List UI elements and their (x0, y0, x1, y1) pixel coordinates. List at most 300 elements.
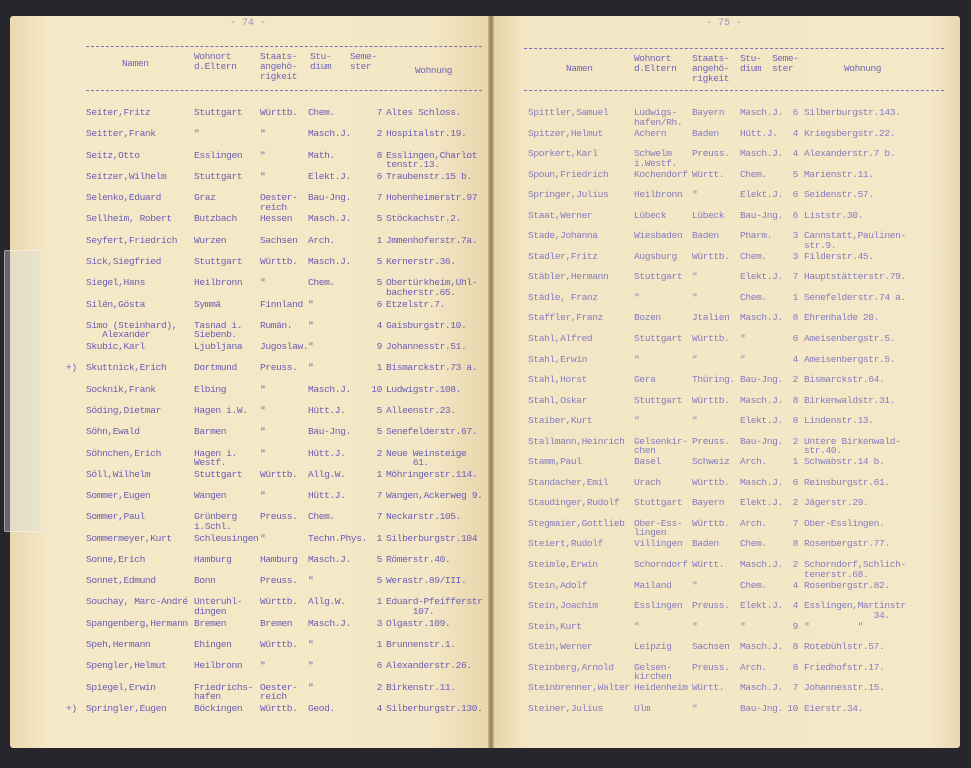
cell-staatsangehoerigkeit: Württb. (692, 394, 730, 406)
header-namen: Namen (122, 58, 149, 69)
cell-name: Seitz,Otto (86, 149, 140, 161)
cell-semester: 2 (376, 128, 382, 140)
table-row (10, 555, 488, 571)
cell-wohnung: Brunnenstr.1. (386, 639, 456, 651)
cell-semester: 8 (376, 149, 382, 161)
cell-wohnort: Gelsen- kirchen (634, 661, 672, 683)
cell-semester: 7 (792, 517, 798, 529)
cell-wohnort: Stuttgart (634, 271, 683, 283)
table-row (10, 576, 488, 592)
cell-studium: Allg.W. (308, 468, 346, 480)
cell-wohnort: Schleusingen (194, 532, 259, 544)
cell-wohnort: Wiesbaden (634, 230, 683, 242)
cell-wohnung: Eierstr.34. (804, 702, 863, 714)
cell-wohnung: Traubenstr.15 b. (386, 170, 472, 182)
cell-name: Silén,Gösta (86, 298, 145, 310)
cell-studium: Arch. (740, 517, 767, 529)
cell-name: Springer,Julius (528, 189, 609, 201)
cell-staatsangehoerigkeit: Bayern (692, 497, 725, 509)
table-row (494, 355, 960, 371)
cell-wohnort: Urach (634, 476, 661, 488)
cell-wohnort: Heilbronn (634, 189, 683, 201)
table-row (10, 342, 488, 358)
header-wohnort: Wohnort d.Eltern (634, 53, 677, 74)
cell-studium: Masch.J. (308, 213, 351, 225)
cell-name: Selenko,Eduard (86, 192, 162, 204)
cell-name: Sommer,Eugen (86, 490, 151, 502)
cell-semester: 7 (792, 682, 798, 694)
cell-wohnung: Friedhofstr.17. (804, 661, 885, 673)
cell-name: Spiegel,Erwin (86, 681, 156, 693)
cell-wohnung: Rotebühlstr.57. (804, 641, 885, 653)
cell-semester: 7 (376, 192, 382, 204)
cell-studium: Chem. (740, 168, 767, 180)
cell-wohnung: Esslingen,Martinstr 34. (804, 600, 906, 621)
cell-semester: 5 (376, 255, 382, 267)
cell-name: Stein,Werner (528, 641, 593, 653)
cell-semester: 2 (376, 447, 382, 459)
table-row (10, 470, 488, 486)
table-row (10, 363, 488, 379)
cell-wohnung: Birkenwaldstr.31. (804, 394, 896, 406)
cell-wohnort: Gera (634, 374, 656, 386)
cell-wohnort: Schorndorf (634, 559, 688, 571)
table-row (10, 300, 488, 316)
cell-staatsangehoerigkeit: " (692, 620, 698, 632)
cell-wohnung: Neckarstr.105. (386, 511, 462, 523)
cell-staatsangehoerigkeit: " (692, 271, 698, 283)
cell-staatsangehoerigkeit: " (692, 189, 698, 201)
cell-studium: Masch.J. (740, 559, 783, 571)
cell-semester: 5 (376, 277, 382, 289)
cell-staatsangehoerigkeit: " (692, 579, 698, 591)
cell-staatsangehoerigkeit: Bayern (692, 107, 725, 118)
cell-staatsangehoerigkeit: " (260, 383, 266, 395)
cell-wohnort: Hagen i.W. (194, 404, 248, 416)
cell-staatsangehoerigkeit: Württb. (260, 255, 298, 267)
cell-semester: 2 (792, 497, 798, 509)
cell-wohnung: Jägerstr.29. (804, 497, 869, 509)
cell-staatsangehoerigkeit: Jtalien (692, 312, 730, 324)
cell-studium: Elekt.J. (740, 497, 783, 509)
cell-wohnort: Lübeck (634, 209, 667, 221)
table-row (494, 334, 960, 350)
cell-studium: " (740, 333, 746, 345)
cell-wohnung: Senefelderstr.74 a. (804, 291, 906, 303)
cell-wohnort: Esslingen (194, 149, 243, 161)
cell-name: Stegmaier,Gottlieb (528, 517, 625, 529)
table-row (494, 313, 960, 329)
cell-studium: Masch.J. (740, 312, 783, 324)
table-row (10, 172, 488, 188)
header-wohnung: Wohnung (844, 63, 882, 74)
cell-studium: Geod. (308, 702, 335, 714)
cell-staatsangehoerigkeit: Hessen (260, 213, 293, 225)
table-row (10, 257, 488, 273)
cell-name: Steiert,Rudolf (528, 538, 604, 550)
cell-semester: 6 (376, 660, 382, 672)
cell-staatsangehoerigkeit: " (692, 353, 698, 365)
cell-name: Stein,Kurt (528, 620, 582, 632)
cell-wohnort: Achern (634, 127, 667, 139)
cell-wohnort: Gelsenkir- chen (634, 435, 688, 457)
cell-wohnung: Ludwigstr.108. (386, 383, 462, 395)
cell-name: Söhnchen,Erich (86, 447, 162, 459)
cell-name: Sporkert,Karl (528, 148, 598, 160)
cell-studium: " (308, 319, 314, 331)
cell-wohnort: Unteruhl- dingen (194, 596, 243, 617)
table-row (10, 596, 488, 617)
cell-name: Stallmann,Heinrich (528, 435, 625, 447)
cell-name: Springler,Eugen (86, 702, 167, 714)
cell-staatsangehoerigkeit: Württb. (692, 476, 730, 488)
cell-staatsangehoerigkeit: Preuss. (692, 600, 730, 612)
header-staats: Staats- angehö- rigkeit (260, 51, 298, 82)
cell-staatsangehoerigkeit: " (260, 149, 266, 161)
cell-name: Simo (Steinhard), Alexander (86, 319, 178, 341)
table-row (494, 435, 960, 457)
cell-studium: Chem. (740, 538, 767, 550)
cell-studium: Chem. (740, 291, 767, 303)
cell-semester: 8 (792, 394, 798, 406)
cell-studium: Bau-Jng. (740, 702, 783, 714)
cell-studium: Hütt.J. (308, 404, 346, 416)
cell-semester: 6 (376, 298, 382, 310)
cell-wohnung: Birkenstr.11. (386, 681, 456, 693)
cell-name: Seyfert,Friedrich (86, 234, 178, 246)
cell-wohnort: Symmä (194, 298, 221, 310)
right-page (494, 16, 960, 748)
cell-studium: Masch.J. (308, 128, 351, 140)
cell-wohnort: " (194, 128, 200, 140)
header-rule-top (524, 48, 944, 49)
cell-semester: 7 (376, 107, 382, 118)
cell-wohnung: Stöckachstr.2. (386, 213, 462, 225)
table-row (10, 534, 488, 550)
cell-studium: " (740, 353, 746, 365)
cell-name: Stahl,Alfred (528, 333, 593, 345)
table-row (494, 478, 960, 494)
cell-wohnung: Obertürkheim,Uhl- bacherstr.65. (386, 277, 478, 298)
table-row (494, 230, 960, 251)
table-row (494, 190, 960, 206)
cell-semester: 10 (787, 702, 798, 714)
cell-name: Spoun,Friedrich (528, 168, 609, 180)
cell-name: Söding,Dietmar (86, 404, 162, 416)
cell-studium: Elekt.J. (308, 170, 351, 182)
cell-studium: " (308, 660, 314, 672)
cell-studium: Chem. (740, 250, 767, 262)
table-row (10, 447, 488, 468)
header-semester: Seme- ster (350, 51, 377, 72)
cell-studium: Elekt.J. (740, 415, 783, 427)
table-row (10, 129, 488, 145)
header-staats: Staats- angehö- rigkeit (692, 53, 730, 84)
cell-wohnort: Tasnad i. Siebenb. (194, 319, 243, 341)
header-rule-bottom (86, 90, 482, 91)
cell-wohnung: Silberburgstr.104 (386, 532, 478, 544)
table-row (494, 293, 960, 309)
cell-studium: " (308, 362, 314, 374)
cell-staatsangehoerigkeit: Thüring. (692, 374, 735, 386)
cell-studium: " (308, 298, 314, 310)
cell-staatsangehoerigkeit: Oester- reich (260, 681, 298, 703)
cell-semester: 4 (792, 600, 798, 612)
cell-staatsangehoerigkeit: " (692, 415, 698, 427)
cell-wohnung: Altes Schloss. (386, 107, 462, 118)
table-row (494, 661, 960, 683)
cell-semester: 4 (792, 148, 798, 160)
table-row (494, 517, 960, 539)
cell-semester: 8 (792, 312, 798, 324)
cell-staatsangehoerigkeit: Württb. (692, 333, 730, 345)
table-row (494, 457, 960, 473)
cell-wohnung: Senefelderstr.67. (386, 426, 478, 438)
cell-name: Spittler,Samuel (528, 107, 609, 118)
cell-wohnort: Kochendorf (634, 168, 688, 180)
cell-wohnung: Gaisburgstr.10. (386, 319, 467, 331)
cell-staatsangehoerigkeit: " (260, 660, 266, 672)
cell-name: Söll,Wilhelm (86, 468, 151, 480)
cell-wohnort: Barmen (194, 426, 227, 438)
cell-wohnung: Johannesstr.51. (386, 341, 467, 353)
cell-wohnort: Ober-Ess- lingen (634, 517, 683, 539)
cell-wohnung: Jmmenhoferstr.7a. (386, 234, 478, 246)
cell-staatsangehoerigkeit: " (260, 490, 266, 502)
header-namen: Namen (566, 63, 593, 74)
cell-wohnung: Marienstr.11. (804, 168, 874, 180)
cell-semester: 9 (376, 341, 382, 353)
cell-wohnort: Wurzen (194, 234, 227, 246)
cell-wohnort: Esslingen (634, 600, 683, 612)
cell-studium: Masch.J. (308, 617, 351, 629)
cell-studium: Chem. (740, 579, 767, 591)
cell-wohnung: Schwabstr.14 b. (804, 456, 885, 468)
cell-studium: Elekt.J. (740, 271, 783, 283)
cell-staatsangehoerigkeit: Württb. (692, 250, 730, 262)
cell-wohnung: Silberburgstr.143. (804, 107, 901, 118)
cell-studium: Hütt.J. (308, 490, 346, 502)
cell-semester: 1 (376, 639, 382, 651)
cell-studium: Masch.J. (308, 383, 351, 395)
cell-staatsangehoerigkeit: Oester- reich (260, 192, 298, 213)
cell-wohnort: Mailand (634, 579, 672, 591)
cell-name: Steinberg,Arnold (528, 661, 614, 673)
table-row (494, 107, 960, 128)
cell-wohnung: Ameisenbergstr.5. (804, 353, 896, 365)
cell-semester: 6 (792, 476, 798, 488)
cell-semester: 4 (792, 353, 798, 365)
table-row (10, 108, 488, 124)
book-gutter (488, 16, 494, 748)
cell-name: Söhn,Ewald (86, 426, 140, 438)
cell-staatsangehoerigkeit: Preuss. (260, 575, 298, 587)
table-row (10, 277, 488, 298)
cell-semester: 6 (376, 170, 382, 182)
cell-semester: 9 (792, 620, 798, 632)
cell-staatsangehoerigkeit: Baden (692, 127, 719, 139)
table-row (10, 640, 488, 656)
cell-staatsangehoerigkeit: Sachsen (260, 234, 298, 246)
cell-studium: Masch.J. (740, 148, 783, 160)
cell-wohnung: Rosenbergstr.77. (804, 538, 890, 550)
table-row (10, 192, 488, 213)
cell-wohnung: Römerstr.40. (386, 553, 451, 565)
cell-semester: 6 (792, 333, 798, 345)
table-row (10, 385, 488, 401)
table-row (494, 642, 960, 658)
header-rule-bottom (524, 90, 944, 91)
entry-list (494, 108, 960, 720)
table-row (10, 406, 488, 422)
cell-name: Skuttnick,Erich (86, 362, 167, 374)
table-row (494, 148, 960, 169)
cell-wohnung: Werastr.89/III. (386, 575, 467, 587)
cell-staatsangehoerigkeit: Preuss. (692, 435, 730, 447)
cell-staatsangehoerigkeit: Württb. (260, 468, 298, 480)
cell-name: Steiner,Julius (528, 702, 604, 714)
cell-semester: 8 (792, 538, 798, 550)
cell-wohnung: Lindenstr.13. (804, 415, 874, 427)
table-row (10, 319, 488, 341)
cell-wohnung: Ameisenbergstr.5. (804, 333, 896, 345)
cell-semester: 5 (376, 404, 382, 416)
cell-wohnung: Silberburgstr.130. (386, 702, 483, 714)
cell-wohnung: Hohenheimerstr.97 (386, 192, 478, 204)
cell-wohnung: Wangen,Ackerweg 9. (386, 490, 483, 502)
cell-staatsangehoerigkeit: Preuss. (260, 362, 298, 374)
cell-wohnung: Liststr.30. (804, 209, 863, 221)
cell-name: Sellheim, Robert (86, 213, 172, 225)
table-row (10, 149, 488, 171)
cell-studium: Arch. (740, 456, 767, 468)
cell-wohnort: Bonn (194, 575, 216, 587)
cell-name: Stade,Johanna (528, 230, 598, 242)
cell-name: Staat,Werner (528, 209, 593, 221)
cell-marker: +) (66, 702, 77, 714)
cell-semester: 5 (376, 213, 382, 225)
cell-staatsangehoerigkeit: " (692, 291, 698, 303)
cell-name: Seiter,Fritz (86, 107, 151, 118)
header-rule-top (86, 46, 482, 47)
cell-wohnort: Ljubljana (194, 341, 243, 353)
cell-semester: 3 (792, 250, 798, 262)
header-wohnung: Wohnung (415, 65, 453, 76)
cell-semester: 6 (792, 107, 798, 118)
cell-name: Stahl,Oskar (528, 394, 587, 406)
cell-wohnort: Stuttgart (634, 333, 683, 345)
cell-studium: Chem. (308, 511, 335, 523)
table-row (494, 252, 960, 268)
cell-wohnort: Stuttgart (194, 107, 243, 118)
cell-wohnung: " " (804, 620, 863, 632)
cell-name: Stäbler,Hermann (528, 271, 609, 283)
cell-semester: 4 (792, 579, 798, 591)
cell-studium: Techn.Phys. (308, 532, 367, 544)
cell-semester: 8 (792, 641, 798, 653)
cell-staatsangehoerigkeit: " (260, 277, 266, 289)
cell-staatsangehoerigkeit: " (260, 447, 266, 459)
cell-studium: Bau-Jng. (740, 374, 783, 386)
cell-semester: 5 (376, 426, 382, 438)
cell-wohnung: Reinsburgstr.61. (804, 476, 890, 488)
cell-wohnort: Stuttgart (194, 170, 243, 182)
cell-name: Staudinger,Rudolf (528, 497, 620, 509)
cell-wohnung: Möhringerstr.114. (386, 468, 478, 480)
table-row (10, 427, 488, 443)
table-row (494, 129, 960, 145)
cell-wohnung: Etzelstr.7. (386, 298, 445, 310)
cell-semester: 2 (792, 559, 798, 571)
cell-semester: 2 (792, 374, 798, 386)
cell-wohnung: Filderstr.45. (804, 250, 874, 262)
cell-wohnung: Ober-Esslingen. (804, 517, 885, 529)
cell-semester: 1 (792, 291, 798, 303)
table-row (10, 704, 488, 720)
cell-wohnort: Graz (194, 192, 216, 204)
cell-wohnung: Hauptstätterstr.79. (804, 271, 906, 283)
cell-wohnung: Rosenbergstr.82. (804, 579, 890, 591)
cell-name: Standacher,Emil (528, 476, 609, 488)
header-studium: Stu- dium (310, 51, 332, 72)
page-number: - 75 - (706, 18, 743, 29)
cell-studium: Arch. (308, 234, 335, 246)
cell-staatsangehoerigkeit: Württb. (260, 596, 298, 608)
cell-studium: Masch.J. (308, 255, 351, 267)
cell-wohnung: Alexanderstr.7 b. (804, 148, 896, 160)
cell-studium: Hütt.J. (740, 127, 778, 139)
cell-name: Steinbrenner,Walter (528, 682, 630, 694)
table-row (10, 661, 488, 677)
table-row (10, 214, 488, 230)
cell-wohnort: Hamburg (194, 553, 232, 565)
cell-staatsangehoerigkeit: Württ. (692, 168, 725, 180)
cell-staatsangehoerigkeit: Baden (692, 538, 719, 550)
cell-wohnort: Stuttgart (194, 255, 243, 267)
cell-semester: 10 (371, 383, 382, 395)
cell-studium: Arch. (740, 661, 767, 673)
cell-semester: 8 (792, 661, 798, 673)
cell-wohnung: Bismarckstr.73 a. (386, 362, 478, 374)
table-row (494, 539, 960, 555)
cell-staatsangehoerigkeit: " (260, 170, 266, 182)
cell-studium: Masch.J. (740, 107, 783, 118)
cell-studium: Bau-Jng. (308, 426, 351, 438)
cell-semester: 1 (792, 456, 798, 468)
cell-name: Spangenberg,Hermann (86, 617, 188, 629)
cell-wohnort: Augsburg (634, 250, 677, 262)
cell-studium: Bau-Jng. (308, 192, 351, 204)
cell-staatsangehoerigkeit: Württb. (260, 702, 298, 714)
cell-staatsangehoerigkeit: Sachsen (692, 641, 730, 653)
cell-wohnort: " (634, 620, 640, 632)
cell-name: Sommer,Paul (86, 511, 145, 523)
cell-staatsangehoerigkeit: Württ. (692, 559, 725, 571)
cell-wohnort: " (634, 353, 640, 365)
table-row (10, 236, 488, 252)
cell-wohnort: Heidenheim (634, 682, 688, 694)
cell-semester: 5 (792, 168, 798, 180)
cell-studium: Bau-Jng. (740, 209, 783, 221)
cell-staatsangehoerigkeit: Württb. (260, 107, 298, 118)
cell-marker: +) (66, 362, 77, 374)
cell-semester: 2 (376, 681, 382, 693)
cell-wohnort: Wangen (194, 490, 227, 502)
cell-studium: Masch.J. (308, 553, 351, 565)
cell-name: Stein,Adolf (528, 579, 587, 591)
entry-list (10, 108, 488, 720)
plastic-page-tab (4, 250, 42, 532)
